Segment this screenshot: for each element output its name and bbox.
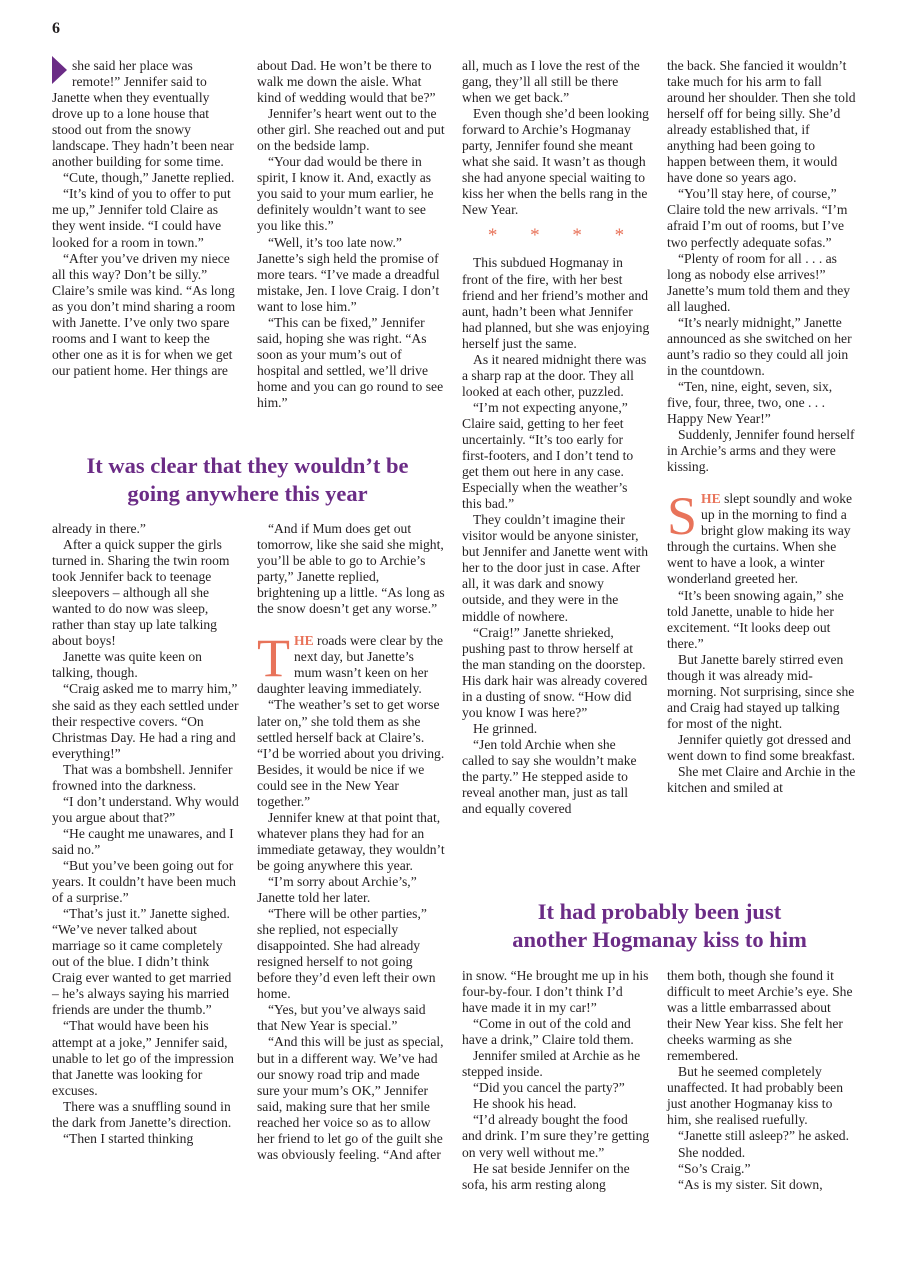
paragraph: “As is my sister. Sit down,	[678, 1176, 823, 1192]
column-2-bottom	[257, 521, 445, 1163]
paragraph: “I don’t understand. Why would you argue about that?”	[52, 793, 239, 825]
paragraph: “Yes, but you’ve always said that New Year is special.”	[257, 1002, 426, 1034]
paragraph: This subdued Hogmanay in front of the fire, with her best friend and her friend’s mother and aunt, hadn’t been what Jennifer had planned, but she was enjoying herself just the same.	[462, 255, 650, 351]
paragraph: “I’m sorry about Archie’s,” Janette told her later.	[257, 873, 417, 906]
paragraph: As it neared midnight there was a sharp rap at the door. They all looked at each other, puzzled.	[462, 351, 647, 399]
paragraph: “That would have been his attempt at a joke,” Jennifer said, unable to let go of the impression that Janette was looking for excuses.	[52, 1018, 234, 1098]
paragraph: “So’s Craig.”	[678, 1160, 751, 1176]
column-1-top	[52, 58, 240, 379]
column-3-top	[462, 58, 650, 817]
paragraph-text: roads were clear by the next day, but Janette’s mum wasn’t keen on her daughter leaving immediately.	[257, 633, 444, 697]
lead-in: HE	[701, 491, 721, 507]
paragraph: There was a snuffling sound in the dark from Janette’s direction.	[52, 1098, 232, 1130]
paragraph: “That’s just it.” Janette sighed. “We’ve never talked about marriage so it came completely out of the blue. I didn’t think Craig ever wanted to get married – he’s always saying his married friends are under the thumb.”	[52, 906, 232, 1018]
pull-quote-line: It was clear that they wouldn’t be	[86, 453, 409, 478]
pull-quote-line: going anywhere this year	[127, 481, 368, 506]
story-continuation-marker-icon	[52, 56, 67, 84]
paragraph: “You’ll stay here, of course,” Claire told the new arrivals. “I’m afraid I’m out of rooms, but I’ve two perfectly adequate sofas.”	[667, 186, 848, 250]
paragraph: in snow. “He brought me up in his four-by-four. I don’t think I’d have made it in my car!”	[462, 968, 649, 1016]
pull-quote-line: It had probably been just	[537, 899, 782, 924]
paragraph: Jennifer’s heart went out to the other girl. She reached out and put on the bedside lamp.	[257, 106, 445, 154]
paragraph: She met Claire and Archie in the kitchen and smiled at	[667, 764, 856, 796]
column-2-top	[257, 58, 445, 411]
paragraph: “It’s nearly midnight,” Janette announced as she switched on her aunt’s radio so they could all join in the countdown.	[667, 314, 852, 378]
paragraph: them both, though she found it difficult to meet Archie’s eye. She was a little embarrassed about their New Year kiss. She felt her cheeks warming as she remembered.	[667, 968, 853, 1064]
column-4-top	[667, 58, 857, 796]
pull-quote	[452, 898, 867, 954]
paragraph: He grinned.	[473, 720, 538, 736]
paragraph: “And this will be just as special, but in a different way. We’ve had our snowy road trip and made sure your mum’s OK,” Jennifer said, making sure that her smile reached her voice so as to allow her friend to let go of the guilt she was obviously feeling. “And after	[257, 1034, 444, 1162]
paragraph: “But you’ve been going out for years. It couldn’t have been much of a surprise.”	[52, 857, 236, 906]
paragraph	[667, 486, 857, 587]
paragraph: After a quick supper the girls turned in. Sharing the twin room took Jennifer back to teenage sleepovers – although all she wanted to do now was sleep, rather than stay up late talking about boys!	[52, 537, 230, 649]
paragraph: she said her place was remote!” Jennifer said to Janette when they eventually drove up to a lone house that stood out from the snowy landscape. They hadn’t been near another building for some time.	[52, 58, 234, 170]
paragraph: all, much as I love the rest of the gang, they’ll all still be there when we get back.”	[462, 58, 640, 106]
paragraph: “The weather’s set to get worse later on,” she told them as she settled herself back at Claire’s. “I’d be worried about you driving. Besides, it would be nice if we could see in the New Year together.”	[257, 697, 445, 809]
paragraph: They couldn’t imagine their visitor would be anyone sinister, but Jennifer and Janette went with her to the door just in case. After all, it was dark and snowy outside, and they were in the middle of nowhere.	[462, 512, 649, 624]
paragraph: “Ten, nine, eight, seven, six, five, four, three, two, one . . . Happy New Year!”	[667, 378, 833, 427]
paragraph: “After you’ve driven my niece all this way? Don’t be silly.” Claire’s smile was kind. “As long as you don’t mind sharing a room with Janette. I’ve only two spare rooms and I want to keep the other one as it is for when we get our patient home. Her things are	[52, 250, 236, 378]
drop-cap: S	[667, 486, 698, 547]
paragraph: “Well, it’s too late now.” Janette’s sigh held the promise of more tears. “I’ve made a dreadful mistake, Jen. I love Craig. I don’t want to lose him.”	[257, 234, 440, 314]
paragraph: But Janette barely stirred even though it was already mid-morning. Not surprising, since she and Craig had stayed up talking for most of the night.	[667, 651, 855, 731]
paragraph: He shook his head.	[473, 1096, 577, 1112]
paragraph: “Jen told Archie when she called to say she wouldn’t make the party.” He stepped aside to reveal another man, just as tall and equally covered	[462, 736, 637, 817]
paragraph: Jennifer smiled at Archie as he stepped inside.	[462, 1048, 641, 1080]
paragraph: He sat beside Jennifer on the sofa, his arm resting along	[462, 1160, 630, 1192]
paragraph: That was a bombshell. Jennifer frowned into the darkness.	[52, 761, 233, 793]
paragraph: But he seemed completely unaffected. It had probably been just another Hogmanay kiss to him, she realised ruefully.	[667, 1064, 844, 1128]
paragraph: “It’s kind of you to offer to put me up,” Jennifer told Claire as they went inside. “I could have looked for a room in town.”	[52, 186, 231, 250]
section-break: * * * *	[487, 225, 639, 247]
paragraph	[257, 628, 445, 697]
paragraph: “Come in out of the cold and have a drink,” Claire told them.	[462, 1016, 634, 1048]
paragraph: “Craig!” Janette shrieked, pushing past to throw herself at the man standing on the doorstep. His dark hair was already covered in a dusting of snow. “How did you know I was here?”	[462, 624, 648, 720]
paragraph: “There will be other parties,” she replied, not especially disappointed. She had already resigned herself to not going before they’d even left their own home.	[257, 906, 436, 1002]
paragraph: “Your dad would be there in spirit, I know it. And, exactly as you said to your mum earlier, he definitely wouldn’t want to see you like this.”	[257, 154, 434, 234]
paragraph: Janette was quite keen on talking, though.	[52, 649, 202, 681]
paragraph: Jennifer knew at that point that, whatever plans they had for an immediate getaway, they wouldn’t be going anywhere this year.	[257, 809, 445, 873]
column-1-bottom	[52, 521, 240, 1147]
column-3-bottom	[462, 968, 650, 1193]
paragraph: “Plenty of room for all . . . as long as nobody else arrives!” Janette’s mum told them and they all laughed.	[667, 250, 851, 314]
paragraph: “Janette still asleep?” he asked.	[678, 1128, 849, 1144]
pull-quote	[40, 452, 455, 508]
paragraph: “He caught me unawares, and I said no.”	[52, 825, 234, 857]
paragraph: “Did you cancel the party?”	[473, 1080, 625, 1096]
paragraph: Jennifer quietly got dressed and went down to find some breakfast.	[667, 731, 856, 763]
page-number: 6	[52, 20, 60, 37]
paragraph: about Dad. He won’t be there to walk me down the aisle. What kind of wedding would that be?”	[257, 58, 436, 106]
paragraph: “I’d already bought the food and drink. I’m sure they’re getting on very well without me.”	[462, 1112, 650, 1160]
paragraph: “I’m not expecting anyone,” Claire said, getting to her feet uncertainly. “It’s too early for first-footers, and I don’t tend to get them out here in any case. Especially when the weather’s this bad.”	[462, 399, 634, 512]
paragraph: “It’s been snowing again,” she told Janette, unable to hide her excitement. “It looks deep out there.”	[667, 587, 844, 651]
paragraph: “Cute, though,” Janette replied.	[63, 170, 235, 186]
paragraph: “And if Mum does get out tomorrow, like she said she might, you’ll be able to go to Archie’s party,” Janette replied, brightening up a little. “As long as the snow doesn’t get any worse.”	[257, 521, 445, 617]
paragraph: She nodded.	[678, 1144, 746, 1160]
paragraph: Even though she’d been looking forward to Archie’s Hogmanay party, Jennifer found she meant what she said. It wasn’t as though she had anyone special waiting to kiss her when the bells rang in the New Year.	[462, 106, 649, 218]
column-4-bottom	[667, 968, 857, 1193]
paragraph: “Then I started thinking	[63, 1130, 194, 1146]
paragraph: Suddenly, Jennifer found herself in Archie’s arms and they were kissing.	[667, 427, 855, 475]
paragraph: “Craig asked me to marry him,” she said as they each settled under their respective covers. “On Christmas Day. He had a ring and everything!”	[52, 681, 239, 761]
pull-quote-line: another Hogmanay kiss to him	[512, 927, 807, 952]
paragraph: the back. She fancied it wouldn’t take much for his arm to fall around her shoulder. Then she told herself off for being silly. She’d already established that, if anything had been going to happen between them, it would have done so years ago.	[667, 58, 856, 186]
drop-cap: T	[257, 628, 290, 689]
lead-in: HE	[294, 633, 314, 649]
paragraph-text: slept soundly and woke up in the morning to find a bright glow making its way through the curtains. When she went to have a look, a winter wonderland greeted her.	[667, 491, 853, 587]
paragraph: already in there.”	[52, 521, 146, 536]
paragraph: “This can be fixed,” Jennifer said, hoping she was right. “As soon as your mum’s out of hospital and settled, we’ll drive home and you can go round to see him.”	[257, 314, 444, 410]
